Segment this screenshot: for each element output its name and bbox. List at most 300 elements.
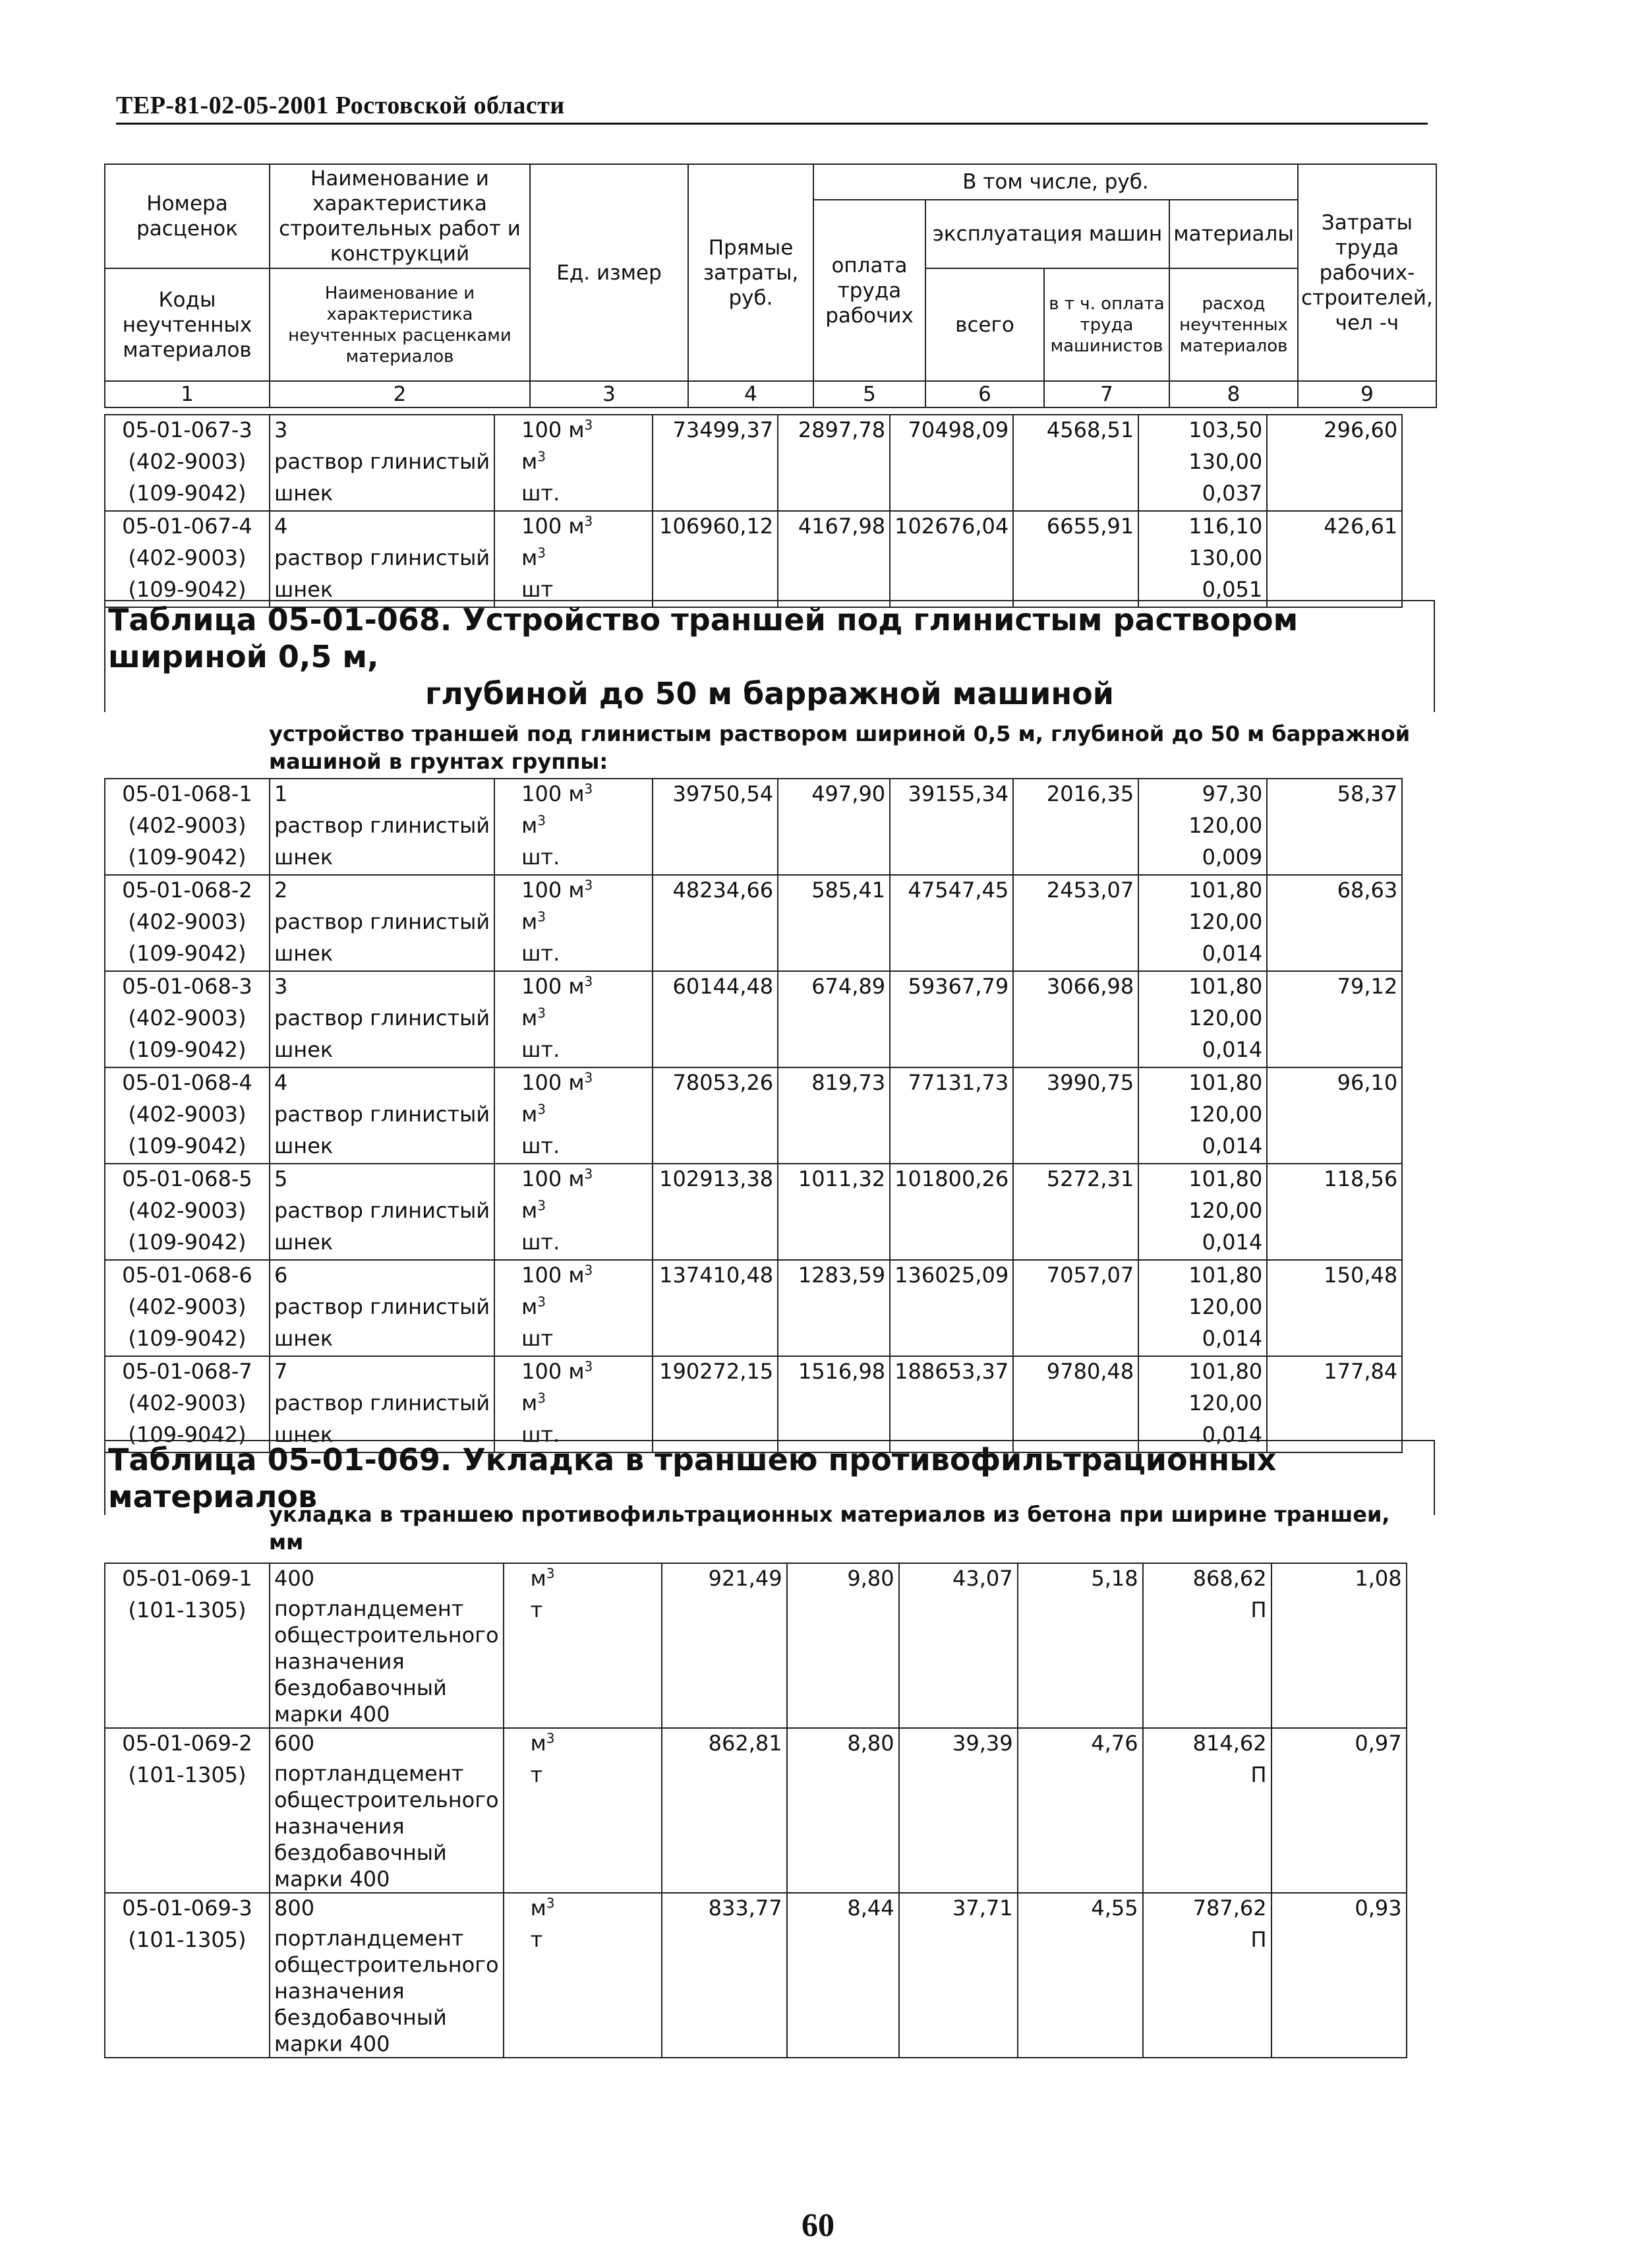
cell-machine-costs <box>899 1760 1018 1893</box>
cell-machine-costs <box>890 875 1013 907</box>
cell-rate-code <box>105 1035 270 1067</box>
cell-direct-costs <box>653 1356 778 1388</box>
cell-work-name <box>270 1292 494 1324</box>
work-name-text: раствор глинистый <box>274 813 490 838</box>
cell-direct-costs <box>653 811 778 843</box>
cell-unit <box>504 1893 662 1925</box>
cell-machine-costs <box>890 1164 1013 1196</box>
cell-machine-costs <box>890 1003 1013 1035</box>
table-row <box>105 1035 1402 1067</box>
table-row <box>105 1100 1402 1131</box>
cell-materials <box>1138 1196 1267 1228</box>
labor-pay-text: 497,90 <box>811 781 886 806</box>
unit-text: м <box>521 1294 538 1319</box>
cell-materials <box>1143 1728 1271 1760</box>
cell-unit <box>494 1196 653 1228</box>
cell-materials <box>1143 1760 1271 1893</box>
column-number: 4 <box>688 381 813 407</box>
cell-labor-pay <box>778 875 890 907</box>
table-05-01-069 <box>104 1563 1407 2058</box>
rate-code-text: (109-9042) <box>128 1326 247 1351</box>
cell-work-name <box>270 843 494 875</box>
labor-pay-text: 9,80 <box>847 1566 894 1591</box>
rate-code-text: 05-01-068-3 <box>122 974 252 999</box>
cell-operator-pay <box>1013 1260 1138 1292</box>
cell-materials <box>1138 447 1267 479</box>
cell-operator-pay <box>1018 1893 1143 1925</box>
cell-labor-pay <box>778 1388 890 1420</box>
cell-operator-pay <box>1013 415 1138 447</box>
labor-hours-text: 96,10 <box>1337 1070 1398 1095</box>
rate-code-text: 05-01-068-4 <box>122 1070 252 1095</box>
cell-labor-pay <box>778 843 890 875</box>
rate-code-text: 05-01-069-1 <box>122 1566 252 1591</box>
cell-machine-costs <box>899 1563 1018 1596</box>
cell-direct-costs <box>662 1925 787 2058</box>
cell-direct-costs <box>653 971 778 1003</box>
unit-exponent: 3 <box>537 1197 546 1214</box>
unit-exponent: 3 <box>584 513 593 529</box>
materials-text: 120,00 <box>1188 1294 1263 1319</box>
work-name-text: портландцемент общестроительного назначения бездобавочный марки 400 <box>274 1761 499 1892</box>
cell-operator-pay <box>1013 511 1138 543</box>
page-number: 60 <box>802 2206 834 2243</box>
cell-machine-costs <box>890 1292 1013 1324</box>
cell-direct-costs <box>653 447 778 479</box>
cell-direct-costs <box>653 1131 778 1164</box>
cell-work-name <box>270 1035 494 1067</box>
cell-work-name <box>270 1100 494 1131</box>
work-name-text: 2 <box>274 878 288 903</box>
cell-rate-code <box>105 1196 270 1228</box>
header-unit: Ед. измер <box>530 164 688 381</box>
cell-materials <box>1138 971 1267 1003</box>
cell-labor-pay <box>778 971 890 1003</box>
cell-labor-hours <box>1267 1035 1402 1067</box>
cell-labor-hours <box>1267 971 1402 1003</box>
cell-unit <box>504 1760 662 1893</box>
cell-unit <box>494 447 653 479</box>
machine-costs-text: 47547,45 <box>908 878 1009 903</box>
cell-rate-code <box>105 811 270 843</box>
rate-code-text: 05-01-068-7 <box>122 1359 252 1384</box>
rate-code-text: 05-01-069-2 <box>122 1731 252 1756</box>
cell-operator-pay <box>1018 1563 1143 1596</box>
cell-labor-hours <box>1267 1100 1402 1131</box>
cell-work-name <box>270 1925 504 2058</box>
cell-rate-code <box>105 907 270 939</box>
header-mach-total: всего <box>925 268 1044 381</box>
operator-pay-text: 5,18 <box>1091 1566 1138 1591</box>
cell-labor-pay <box>778 543 890 575</box>
unit-text: 100 м <box>521 417 585 442</box>
header-mat-consumption: расход неучтенных материалов <box>1169 268 1298 381</box>
operator-pay-text: 2016,35 <box>1046 781 1134 806</box>
cell-machine-costs <box>890 1067 1013 1100</box>
rate-code-text: (402-9003) <box>128 1294 247 1319</box>
cell-machine-costs <box>890 907 1013 939</box>
cell-labor-pay <box>778 1228 890 1260</box>
machine-costs-text: 188653,37 <box>894 1359 1009 1384</box>
direct-costs-text: 73499,37 <box>672 417 774 442</box>
labor-pay-text: 1283,59 <box>798 1263 886 1288</box>
table-row <box>105 415 1402 447</box>
cell-direct-costs <box>653 479 778 511</box>
cell-labor-pay <box>778 1260 890 1292</box>
cell-operator-pay <box>1013 1164 1138 1196</box>
cell-work-name <box>270 447 494 479</box>
cell-operator-pay <box>1013 907 1138 939</box>
materials-text: 130,00 <box>1188 449 1263 474</box>
table-row <box>105 1760 1407 1893</box>
machine-costs-text: 39,39 <box>952 1731 1013 1756</box>
cell-labor-hours <box>1267 939 1402 971</box>
cell-direct-costs <box>662 1563 787 1596</box>
table-row <box>105 811 1402 843</box>
cell-work-name <box>270 543 494 575</box>
direct-costs-text: 39750,54 <box>672 781 774 806</box>
cell-labor-hours <box>1271 1728 1407 1760</box>
machine-costs-text: 43,07 <box>952 1566 1013 1591</box>
cell-labor-pay <box>787 1893 899 1925</box>
cell-direct-costs <box>653 1196 778 1228</box>
cell-work-name <box>270 1596 504 1728</box>
cell-rate-code <box>105 875 270 907</box>
cell-labor-hours <box>1267 1003 1402 1035</box>
cell-materials <box>1138 843 1267 875</box>
cell-rate-code <box>105 1760 270 1893</box>
unit-exponent: 3 <box>537 1005 546 1021</box>
cell-labor-pay <box>778 1100 890 1131</box>
cell-labor-pay <box>778 447 890 479</box>
cell-direct-costs <box>653 1164 778 1196</box>
labor-pay-text: 819,73 <box>811 1070 886 1095</box>
cell-labor-pay <box>778 1292 890 1324</box>
header-materials: материалы <box>1169 200 1298 268</box>
cell-rate-code <box>105 511 270 543</box>
cell-materials <box>1138 543 1267 575</box>
cell-operator-pay <box>1013 939 1138 971</box>
cell-unit <box>494 1035 653 1067</box>
cell-unit <box>504 1728 662 1760</box>
cell-work-name <box>270 1563 504 1596</box>
unit-exponent: 3 <box>584 417 593 433</box>
rate-code-text: (109-9042) <box>128 1037 247 1062</box>
rate-code-text: (109-9042) <box>128 577 247 602</box>
table-05-01-067 <box>104 414 1403 608</box>
cell-direct-costs <box>662 1596 787 1728</box>
cell-rate-code <box>105 971 270 1003</box>
unit-text: шт. <box>521 941 560 966</box>
materials-text: 120,00 <box>1188 909 1263 934</box>
cell-labor-pay <box>778 811 890 843</box>
header-machines: эксплуатация машин <box>925 200 1169 268</box>
materials-text: 814,62 <box>1192 1731 1267 1756</box>
table-row <box>105 1067 1402 1100</box>
cell-unit <box>494 843 653 875</box>
cell-unit <box>494 543 653 575</box>
cell-labor-pay <box>778 415 890 447</box>
machine-costs-text: 101800,26 <box>894 1166 1009 1191</box>
cell-operator-pay <box>1013 1196 1138 1228</box>
cell-unit <box>494 1260 653 1292</box>
cell-rate-code <box>105 1131 270 1164</box>
cell-work-name <box>270 1260 494 1292</box>
cell-unit <box>494 1292 653 1324</box>
cell-direct-costs <box>653 875 778 907</box>
table-069-title-line: Таблица 05-01-069. Укладка в траншею противофильтрационных материалов <box>108 1442 1277 1514</box>
work-name-text: раствор глинистый <box>274 545 490 570</box>
labor-pay-text: 674,89 <box>811 974 886 999</box>
unit-exponent: 3 <box>537 909 546 925</box>
cell-direct-costs <box>653 415 778 447</box>
work-name-text: 7 <box>274 1359 288 1384</box>
cell-direct-costs <box>653 1228 778 1260</box>
unit-text: м <box>521 545 538 570</box>
table-row <box>105 447 1402 479</box>
cell-operator-pay <box>1013 479 1138 511</box>
cell-machine-costs <box>890 1260 1013 1292</box>
cell-labor-pay <box>787 1925 899 2058</box>
cell-labor-pay <box>787 1728 899 1760</box>
unit-text: 100 м <box>521 974 585 999</box>
work-name-text: 6 <box>274 1263 288 1288</box>
cell-materials <box>1138 1035 1267 1067</box>
cell-direct-costs <box>653 1324 778 1356</box>
cell-labor-pay <box>778 479 890 511</box>
work-name-text: раствор глинистый <box>274 1198 490 1223</box>
direct-costs-text: 106960,12 <box>659 514 774 539</box>
cell-labor-hours <box>1267 511 1402 543</box>
cell-labor-pay <box>778 1324 890 1356</box>
operator-pay-text: 2453,07 <box>1046 878 1134 903</box>
cell-labor-hours <box>1267 415 1402 447</box>
work-name-text: 4 <box>274 1070 288 1095</box>
work-name-text: шнек <box>274 941 334 966</box>
machine-costs-text: 77131,73 <box>908 1070 1009 1095</box>
work-name-text: шнек <box>274 1230 334 1255</box>
rate-code-text: (109-9042) <box>128 1422 247 1447</box>
work-name-text: шнек <box>274 845 334 870</box>
cell-machine-costs <box>890 1356 1013 1388</box>
direct-costs-text: 921,49 <box>708 1566 782 1591</box>
table-068-subhead: устройство траншей под глинистым раствором шириной 0,5 м, глубиной до 50 м барражной машиной в грунтах группы: <box>269 721 1411 774</box>
cell-labor-pay <box>778 1356 890 1388</box>
cell-materials <box>1138 1228 1267 1260</box>
cell-unit <box>494 811 653 843</box>
cell-machine-costs <box>890 1228 1013 1260</box>
unit-text: шт. <box>521 1133 560 1158</box>
cell-labor-pay <box>778 1035 890 1067</box>
cell-work-name <box>270 1228 494 1260</box>
table-068-title <box>104 600 1435 712</box>
cell-rate-code <box>105 1324 270 1356</box>
cell-materials <box>1138 1388 1267 1420</box>
materials-text: 101,80 <box>1188 1359 1263 1384</box>
cell-rate-code <box>105 779 270 811</box>
rate-code-text: (101-1305) <box>128 1597 247 1623</box>
cell-operator-pay <box>1013 447 1138 479</box>
rate-code-text: 05-01-068-5 <box>122 1166 252 1191</box>
cell-labor-hours <box>1267 543 1402 575</box>
cell-materials <box>1143 1893 1271 1925</box>
materials-text: 0,014 <box>1202 1422 1263 1447</box>
cell-unit <box>494 1228 653 1260</box>
labor-pay-text: 4167,98 <box>798 514 886 539</box>
table-row <box>105 1893 1407 1925</box>
operator-pay-text: 3066,98 <box>1046 974 1134 999</box>
running-head: ТЕР-81-02-05-2001 Ростовской области <box>116 91 1428 125</box>
cell-rate-code <box>105 1003 270 1035</box>
cell-direct-costs <box>653 511 778 543</box>
cell-work-name <box>270 875 494 907</box>
cell-materials <box>1138 1260 1267 1292</box>
work-name-text: шнек <box>274 1133 334 1158</box>
cell-labor-pay <box>778 511 890 543</box>
materials-text: 120,00 <box>1188 1102 1263 1127</box>
materials-text: 0,009 <box>1202 845 1263 870</box>
table-row <box>105 1324 1402 1356</box>
materials-text: 101,80 <box>1188 878 1263 903</box>
cell-labor-pay <box>778 939 890 971</box>
unit-exponent: 3 <box>546 1730 555 1746</box>
cell-work-name <box>270 939 494 971</box>
cell-unit <box>494 875 653 907</box>
rate-code-text: 05-01-068-6 <box>122 1263 252 1288</box>
labor-hours-text: 58,37 <box>1337 781 1398 806</box>
cell-labor-hours <box>1271 1893 1407 1925</box>
cell-labor-hours <box>1267 1228 1402 1260</box>
operator-pay-text: 3990,75 <box>1046 1070 1134 1095</box>
materials-text: 97,30 <box>1202 781 1263 806</box>
unit-text: т <box>530 1927 543 1952</box>
work-name-text: шнек <box>274 1037 334 1062</box>
materials-text: П <box>1250 1762 1267 1787</box>
unit-exponent: 3 <box>537 448 546 465</box>
labor-hours-text: 79,12 <box>1337 974 1398 999</box>
column-number: 3 <box>530 381 688 407</box>
unit-text: шт. <box>521 845 560 870</box>
cell-work-name <box>270 1728 504 1760</box>
cell-materials <box>1138 811 1267 843</box>
labor-hours-text: 150,48 <box>1324 1263 1398 1288</box>
work-name-text: портландцемент общестроительного назначения бездобавочный марки 400 <box>274 1926 499 2056</box>
materials-text: 101,80 <box>1188 1070 1263 1095</box>
rate-code-text: (402-9003) <box>128 1198 247 1223</box>
unit-exponent: 3 <box>537 1390 546 1406</box>
cell-work-name <box>270 1324 494 1356</box>
unit-text: шт. <box>521 481 560 506</box>
cell-labor-pay <box>778 1196 890 1228</box>
cell-direct-costs <box>662 1760 787 1893</box>
header-labor: оплата труда рабочих <box>813 200 925 381</box>
work-name-text: 1 <box>274 781 288 806</box>
cell-materials <box>1143 1925 1271 2058</box>
cell-operator-pay <box>1018 1596 1143 1728</box>
cell-materials <box>1143 1596 1271 1728</box>
cell-work-name <box>270 1067 494 1100</box>
cell-labor-hours <box>1267 1356 1402 1388</box>
table-row <box>105 1003 1402 1035</box>
cell-materials <box>1138 939 1267 971</box>
cell-machine-costs <box>890 479 1013 511</box>
materials-text: 101,80 <box>1188 1166 1263 1191</box>
cell-unit <box>494 1164 653 1196</box>
header-direct: Прямые затраты, руб. <box>688 164 813 381</box>
header-mach-labor: в т ч. оплата труда машинистов <box>1044 268 1169 381</box>
direct-costs-text: 190272,15 <box>659 1359 774 1384</box>
materials-text: 0,051 <box>1202 577 1263 602</box>
operator-pay-text: 6655,91 <box>1046 514 1134 539</box>
cell-rate-code <box>105 1388 270 1420</box>
rate-code-text: (109-9042) <box>128 941 247 966</box>
cell-machine-costs <box>899 1925 1018 2058</box>
column-number: 7 <box>1044 381 1169 407</box>
unit-text: м <box>521 1005 538 1030</box>
direct-costs-text: 102913,38 <box>659 1166 774 1191</box>
work-name-text: раствор глинистый <box>274 1102 490 1127</box>
rate-code-text: 05-01-069-3 <box>122 1895 252 1921</box>
cell-rate-code <box>105 1596 270 1728</box>
cell-machine-costs <box>890 1196 1013 1228</box>
cell-rate-code <box>105 1728 270 1760</box>
rate-code-text: (402-9003) <box>128 909 247 934</box>
cell-direct-costs <box>653 1003 778 1035</box>
cell-rate-code <box>105 415 270 447</box>
cell-unit <box>494 939 653 971</box>
cell-labor-hours <box>1267 875 1402 907</box>
labor-hours-text: 1,08 <box>1355 1566 1402 1591</box>
rate-code-text: 05-01-067-3 <box>122 417 252 442</box>
materials-text: 101,80 <box>1188 974 1263 999</box>
cell-work-name <box>270 811 494 843</box>
cell-machine-costs <box>890 779 1013 811</box>
cell-materials <box>1138 1067 1267 1100</box>
unit-text: 100 м <box>521 1359 585 1384</box>
cell-materials <box>1138 875 1267 907</box>
cell-operator-pay <box>1013 811 1138 843</box>
operator-pay-text: 4,55 <box>1091 1895 1138 1921</box>
cell-direct-costs <box>653 1035 778 1067</box>
column-number: 5 <box>813 381 925 407</box>
header-codes-top: Номера расценок <box>105 164 270 268</box>
unit-text: 100 м <box>521 514 585 539</box>
cell-labor-hours <box>1267 1067 1402 1100</box>
direct-costs-text: 833,77 <box>708 1895 782 1921</box>
cell-unit <box>494 907 653 939</box>
column-header <box>104 164 1437 408</box>
unit-text: м <box>530 1895 546 1921</box>
cell-labor-hours <box>1267 1292 1402 1324</box>
table-row <box>105 1356 1402 1388</box>
unit-text: т <box>530 1762 543 1787</box>
unit-text: 100 м <box>521 878 585 903</box>
cell-work-name <box>270 1760 504 1893</box>
cell-materials <box>1138 479 1267 511</box>
work-name-text: 3 <box>274 417 288 442</box>
unit-text: 100 м <box>521 1166 585 1191</box>
cell-labor-hours <box>1267 907 1402 939</box>
work-name-text: портландцемент общестроительного назначения бездобавочный марки 400 <box>274 1596 499 1727</box>
work-name-text: шнек <box>274 1326 334 1351</box>
cell-materials <box>1138 1100 1267 1131</box>
rate-code-text: 05-01-067-4 <box>122 514 252 539</box>
materials-text: 0,014 <box>1202 1133 1263 1158</box>
cell-labor-pay <box>778 779 890 811</box>
cell-unit <box>494 779 653 811</box>
cell-rate-code <box>105 939 270 971</box>
cell-work-name <box>270 1893 504 1925</box>
